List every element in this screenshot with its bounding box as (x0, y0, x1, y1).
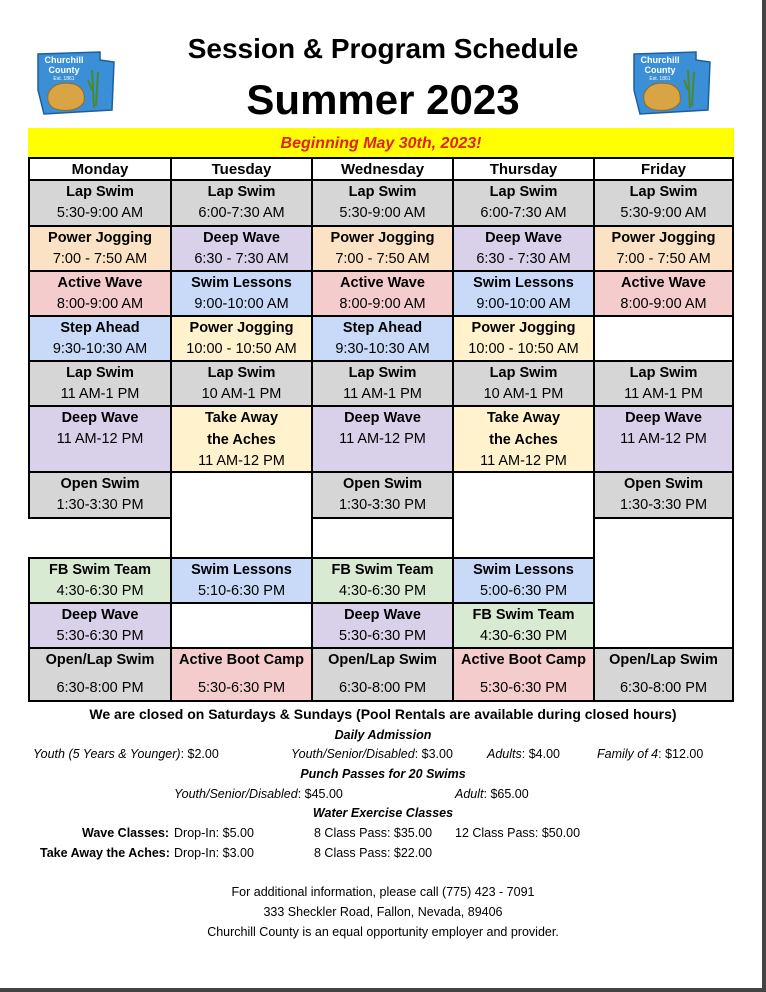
schedule-cell (170, 225, 313, 272)
program-time: 6:30 - 7:30 AM (476, 251, 571, 267)
program-name: Open Swim (60, 476, 140, 492)
program-time: 11 AM-12 PM (480, 453, 567, 469)
program-time: 11 AM-1 PM (60, 386, 140, 402)
schedule-cell (452, 179, 595, 227)
schedule-cell (452, 315, 595, 362)
program-name: FB Swim Team (48, 562, 152, 578)
program-time: 11 AM-1 PM (343, 386, 422, 402)
page-title: Session & Program Schedule (187, 33, 579, 64)
schedule-cell (311, 315, 454, 362)
schedule-cell (311, 360, 454, 407)
schedule-cell (311, 557, 454, 604)
program-name: Lap Swim (489, 365, 558, 381)
program-name: Lap Swim (66, 184, 134, 200)
program-name: Open/Lap Swim (328, 652, 437, 668)
program-name: the Aches (489, 432, 558, 448)
program-name: Active Wave (340, 275, 425, 291)
take-away-aches-label: Take Away the Aches: (40, 846, 170, 860)
program-name: Open/Lap Swim (609, 652, 718, 668)
program-time: 5:30-9:00 AM (56, 205, 144, 221)
program-name: Step Ahead (60, 320, 140, 336)
contact-address: 333 Sheckler Road, Fallon, Nevada, 89406 (263, 905, 503, 919)
program-time: 9:30-10:30 AM (335, 341, 430, 357)
svg-text:County: County (48, 65, 80, 75)
schedule-cell (593, 179, 734, 227)
price-adults: Adults: $4.00 (487, 747, 560, 761)
schedule-cell (28, 647, 172, 702)
program-time: 11 AM-12 PM (56, 431, 144, 447)
program-name: Active Wave (57, 275, 143, 291)
program-time: 4:30-6:30 PM (479, 628, 568, 644)
schedule-cell (170, 270, 313, 317)
program-time: 4:30-6:30 PM (56, 583, 144, 599)
program-time: 4:30-6:30 PM (338, 583, 427, 599)
price-family: Family of 4: $12.00 (597, 747, 704, 761)
program-name: Power Jogging (189, 320, 294, 336)
schedule-cell (452, 405, 595, 473)
program-name: Power Jogging (48, 230, 152, 246)
wave-12-class-price: 12 Class Pass: $50.00 (455, 826, 581, 840)
empty-cell (170, 602, 313, 649)
empty-cell (452, 471, 595, 559)
svg-text:Est. 1861: Est. 1861 (53, 76, 75, 82)
program-time: 10:00 - 10:50 AM (468, 341, 579, 357)
equal-opportunity-notice: Churchill County is an equal opportunity employer and provider. (207, 925, 559, 939)
schedule-cell (170, 405, 313, 473)
schedule-cell (28, 179, 172, 227)
schedule-cell (311, 225, 454, 272)
page-border-right (762, 0, 766, 992)
program-name: Active Wave (621, 275, 706, 291)
program-time: 9:30-10:30 AM (52, 341, 148, 357)
program-time: 6:00-7:30 AM (480, 205, 567, 221)
program-time: 6:00-7:30 AM (198, 205, 285, 221)
program-time: 5:30-9:00 AM (339, 205, 426, 221)
empty-cell (593, 517, 734, 649)
water-exercise-heading: Water Exercise Classes (312, 806, 454, 820)
wave-classes-label: Wave Classes: (82, 826, 170, 840)
svg-text:Churchill: Churchill (44, 55, 84, 65)
program-time: 7:00 - 7:50 AM (335, 251, 430, 267)
program-time: 9:00-10:00 AM (476, 296, 571, 312)
program-time: 5:10-6:30 PM (197, 583, 286, 599)
program-time: 10 AM-1 PM (201, 386, 282, 402)
wave-8-class-price: 8 Class Pass: $35.00 (314, 826, 433, 840)
schedule-cell (28, 360, 172, 407)
closed-notice: We are closed on Saturdays & Sundays (Pool Rentals are available during closed hours) (89, 706, 677, 722)
program-name: Take Away (204, 410, 279, 426)
program-name: Open/Lap Swim (45, 652, 155, 668)
schedule-cell (28, 405, 172, 473)
program-time: 5:30-9:00 AM (620, 205, 707, 221)
schedule-cell (593, 405, 734, 473)
schedule-cell (311, 647, 454, 702)
program-name: Open Swim (343, 476, 422, 492)
program-name: Swim Lessons (473, 275, 574, 291)
program-name: Lap Swim (629, 365, 698, 381)
daily-admission-heading: Daily Admission (334, 728, 432, 742)
schedule-cell (593, 270, 734, 317)
program-time: 6:30-8:00 PM (56, 680, 144, 696)
schedule-cell (170, 315, 313, 362)
schedule-cell (170, 360, 313, 407)
day-header-thursday: Thursday (452, 157, 595, 181)
program-time: 1:30-3:30 PM (619, 497, 708, 513)
program-name: Lap Swim (348, 184, 417, 200)
schedule-cell (311, 602, 454, 649)
schedule-cell (593, 647, 734, 702)
program-name: Swim Lessons (191, 275, 292, 291)
program-time: 7:00 - 7:50 AM (52, 251, 148, 267)
program-time: 5:00-6:30 PM (479, 583, 568, 599)
program-time: 5:30-6:30 PM (56, 628, 144, 644)
program-name: Lap Swim (348, 365, 417, 381)
schedule-cell (311, 471, 454, 519)
program-name: Deep Wave (485, 230, 562, 246)
schedule-cell (452, 225, 595, 272)
program-name: Deep Wave (344, 410, 421, 426)
program-name: Deep Wave (625, 410, 702, 426)
program-time: 8:00-9:00 AM (56, 296, 144, 312)
program-name: FB Swim Team (331, 562, 434, 578)
empty-cell (311, 517, 454, 559)
program-name: Lap Swim (489, 184, 558, 200)
svg-text:Churchill: Churchill (640, 55, 680, 65)
program-time: 9:00-10:00 AM (194, 296, 289, 312)
program-time: 10 AM-1 PM (483, 386, 564, 402)
punch-youth-senior-disabled: Youth/Senior/Disabled: $45.00 (174, 787, 343, 801)
program-name: Lap Swim (207, 184, 276, 200)
program-name: Take Away (486, 410, 561, 426)
program-time: 10:00 - 10:50 AM (186, 341, 297, 357)
program-time: 11 AM-1 PM (624, 386, 703, 402)
program-time: 6:30 - 7:30 AM (194, 251, 289, 267)
empty-cell (170, 471, 313, 559)
schedule-cell (28, 557, 172, 604)
program-name: Swim Lessons (473, 562, 574, 578)
program-time: 5:30-6:30 PM (197, 680, 286, 696)
price-youth: Youth (5 Years & Younger): $2.00 (33, 747, 219, 761)
program-time: 7:00 - 7:50 AM (616, 251, 711, 267)
program-name: Deep Wave (61, 607, 139, 623)
schedule-cell (170, 179, 313, 227)
schedule-cell (28, 225, 172, 272)
taa-8-class-price: 8 Class Pass: $22.00 (314, 846, 433, 860)
taa-dropin-price: Drop-In: $3.00 (174, 846, 254, 860)
program-name: Lap Swim (207, 365, 276, 381)
schedule-cell (452, 557, 595, 604)
price-youth-senior-disabled: Youth/Senior/Disabled: $3.00 (291, 747, 453, 761)
program-name: Power Jogging (330, 230, 435, 246)
schedule-cell (452, 360, 595, 407)
program-name: Swim Lessons (191, 562, 292, 578)
schedule-cell (28, 471, 172, 519)
program-name: the Aches (207, 432, 276, 448)
program-name: Power Jogging (611, 230, 716, 246)
svg-text:Est. 1861: Est. 1861 (649, 76, 671, 82)
program-time: 1:30-3:30 PM (56, 497, 144, 513)
program-name: Power Jogging (471, 320, 576, 336)
schedule-cell (311, 270, 454, 317)
start-date-banner: Beginning May 30th, 2023! (28, 128, 734, 157)
program-time: 11 AM-12 PM (198, 453, 285, 469)
schedule-cell (170, 647, 313, 702)
schedule-cell (452, 647, 595, 702)
program-name: Deep Wave (344, 607, 421, 623)
schedule-cell (452, 602, 595, 649)
day-header-tuesday: Tuesday (170, 157, 313, 181)
punch-adult: Adult: $65.00 (455, 787, 529, 801)
program-name: FB Swim Team (472, 607, 575, 623)
program-name: Active Boot Camp (461, 652, 586, 668)
program-name: Active Boot Camp (179, 652, 304, 668)
wave-dropin-price: Drop-In: $5.00 (174, 826, 254, 840)
schedule-cell (593, 225, 734, 272)
program-name: Deep Wave (61, 410, 139, 426)
program-time: 8:00-9:00 AM (339, 296, 426, 312)
day-header-wednesday: Wednesday (311, 157, 454, 181)
schedule-cell (311, 405, 454, 473)
day-header-friday: Friday (593, 157, 734, 181)
page-border-bottom (0, 988, 766, 992)
schedule-cell (170, 557, 313, 604)
punch-pass-heading: Punch Passes for 20 Swims (300, 767, 466, 781)
schedule-cell (593, 360, 734, 407)
schedule-cell (311, 179, 454, 227)
program-time: 6:30-8:00 PM (619, 680, 708, 696)
day-header-monday: Monday (28, 157, 172, 181)
program-time: 11 AM-12 PM (620, 431, 707, 447)
program-time: 8:00-9:00 AM (620, 296, 707, 312)
page-subtitle: Summer 2023 (246, 76, 520, 123)
program-time: 6:30-8:00 PM (338, 680, 427, 696)
contact-phone: For additional information, please call (775) 423 - 7091 (231, 885, 535, 899)
empty-cell (593, 315, 734, 362)
schedule-cell (28, 315, 172, 362)
program-name: Step Ahead (342, 320, 423, 336)
schedule-cell (452, 270, 595, 317)
program-name: Open Swim (624, 476, 703, 492)
schedule-cell (28, 270, 172, 317)
schedule-cell (593, 471, 734, 519)
program-time: 1:30-3:30 PM (338, 497, 427, 513)
program-name: Lap Swim (66, 365, 134, 381)
program-time: 5:30-6:30 PM (338, 628, 427, 644)
schedule-cell (28, 602, 172, 649)
program-name: Deep Wave (203, 230, 280, 246)
program-time: 5:30-6:30 PM (479, 680, 568, 696)
program-name: Lap Swim (629, 184, 698, 200)
svg-text:County: County (644, 65, 676, 75)
program-time: 11 AM-12 PM (339, 431, 426, 447)
